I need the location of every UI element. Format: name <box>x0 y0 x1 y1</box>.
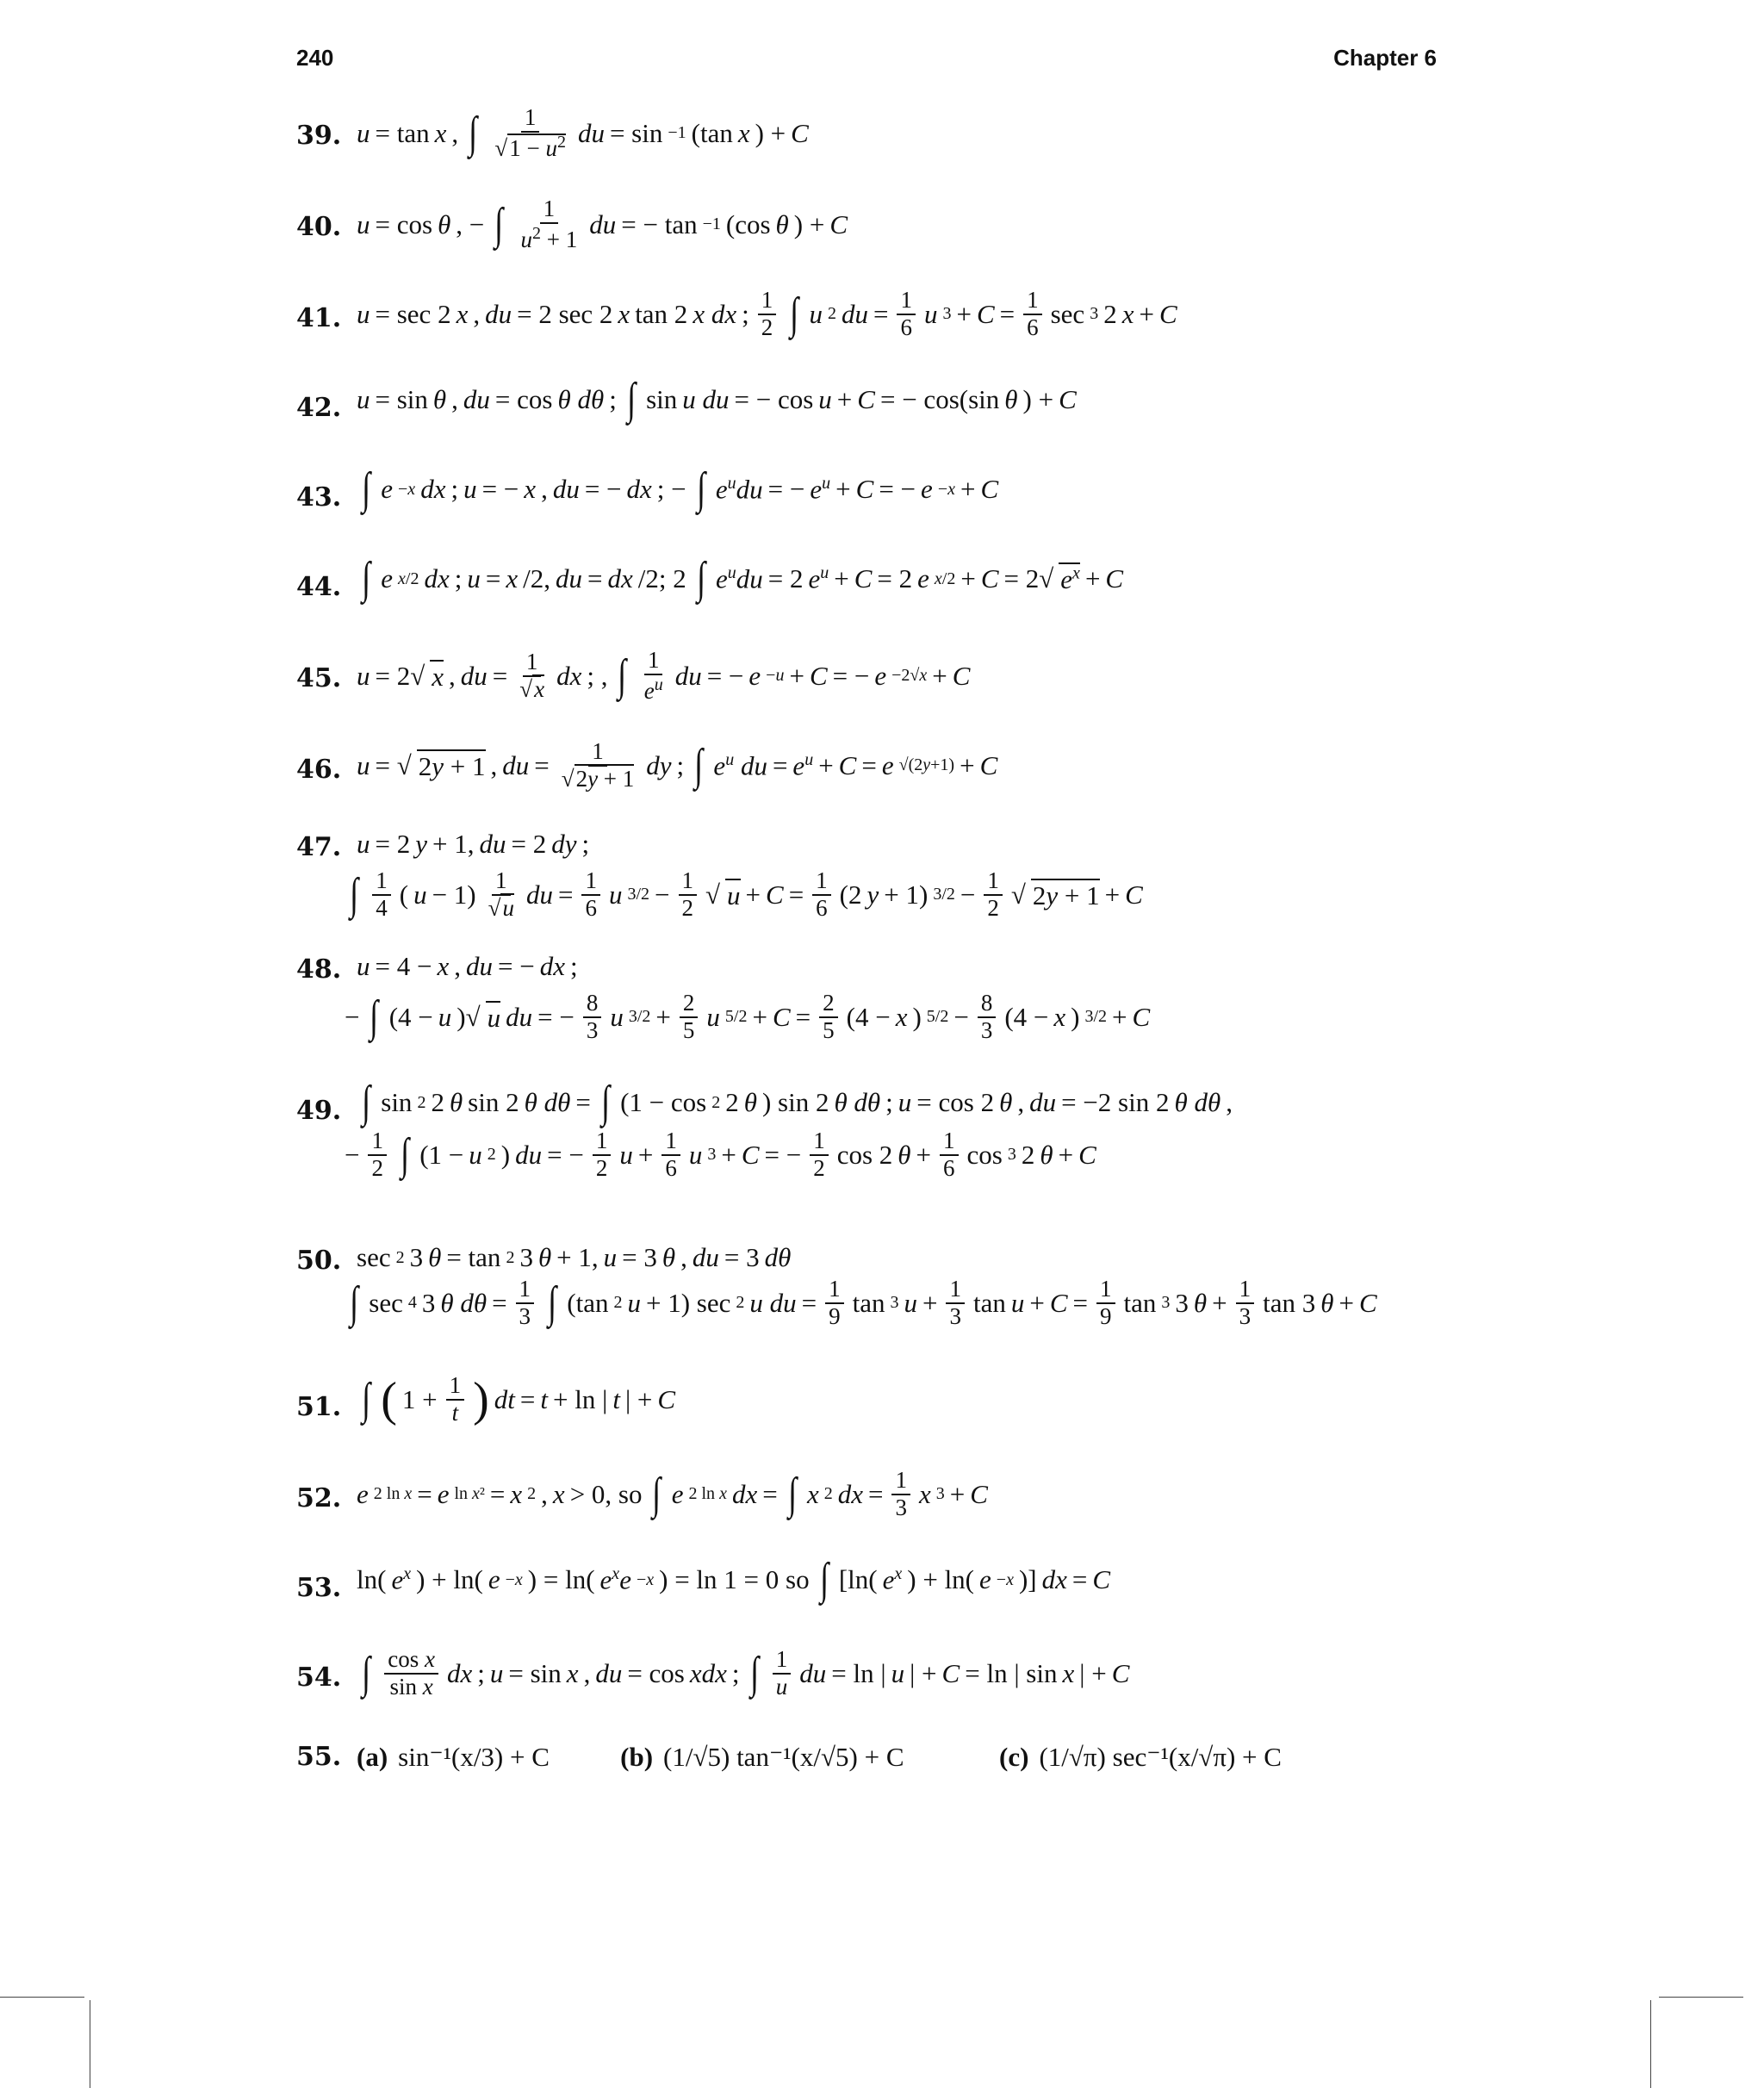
problem-number: 41. <box>296 303 342 333</box>
part-a-label: (a) <box>357 1742 388 1772</box>
problem-content: u = √ 2y + 1 , du = $\frac{1}{√2y + 1}$ dy ; ∫ $e^u$ du = $e^u$ + C = e √(2y+1) + C <box>357 738 998 792</box>
page-number: 240 <box>296 45 334 71</box>
problem-content: ∫ $\frac{\text{cos x}}{\text{sin x}}$ dx ; u = sin x , du = cos xdx ; ∫ $\frac{1}{u}$ du = ln | u | + C = ln | sin x | + C <box>362 1646 1130 1700</box>
problem-number: 54. <box>296 1662 342 1693</box>
problem-content: e 2 ln x = e ln x² = x 2 , x > 0, so ∫ e 2 ln x dx = ∫ x 2 dx = $\frac{1}{3}$ x 3 + C <box>357 1467 988 1520</box>
problem-content: sec 2 3 θ = tan 2 3 θ + 1, u = 3 θ , du = 3 dθ ∫ sec 4 3 θ dθ = $\frac{1}{3}$ ∫ (tan 2 u + 1) sec 2 u du = $\frac{1}{9}$ tan 3 u + $\frac{1}{3}$ tan u + C = $\frac{1}{9}$ tan 3 3 θ + $\frac{1}{3}$ tan 3 θ + C <box>350 1242 1377 1329</box>
problem-number: 55. <box>296 1742 342 1772</box>
problem-content: u = tan x , ∫ $\frac{1}{√1 - u^2}$ du = sin −1 (tan x ) + C <box>357 104 809 161</box>
problem-number: 39. <box>296 121 342 151</box>
problem-content: ln( $e^x$ ) + ln( e −x ) = ln( $e^xe$ −x ) = ln 1 = 0 so ∫ [ln( $e^x$ ) + ln( e −x )] dx = C <box>357 1555 1111 1604</box>
problem-content: u = sin θ , du = cos θ dθ ; ∫ sin u du = − cos u + C = − cos(sin θ ) + C <box>357 375 1077 424</box>
part-b-answer: (1/√5) tan⁻¹(x/√5) + C <box>663 1742 904 1772</box>
chapter-title: Chapter 6 <box>1333 45 1437 71</box>
part-b-label: (b) <box>620 1742 654 1772</box>
crop-mark <box>0 1997 84 1998</box>
problem-content: u = 2 y + 1, du = 2 dy ; ∫ $\frac{1}{4}$ ( u − 1) $\frac{1}{√u}$ du = $\frac{1}{6}$ u 3/2 − $\frac{1}{2}$ √ u + C = $\frac{1}{6}$ (2 y + 1) 3/2 − $\frac{1}{2}$ √ 2y + 1 + C <box>350 829 1143 921</box>
problem-number: 51. <box>296 1392 342 1422</box>
part-a-answer: sin⁻¹(x/3) + C <box>398 1742 550 1772</box>
part-c-label: (c) <box>999 1742 1029 1772</box>
problem-content: u = 4 − x , du = − dx ; − ∫ (4 − u )√ u du = − $\frac{8}{3}$ u 3/2 + $\frac{2}{5}$ u 5/2 + C = $\frac{2}{5}$ (4 − x ) 5/2 − $\frac{8}{3}$ (4 − x ) 3/2 + C <box>345 951 1151 1043</box>
problem-number: 42. <box>296 393 342 423</box>
problem-number: 45. <box>296 663 342 693</box>
problem-content: ∫ e −x dx ; u = − x , du = − dx ; − ∫ $e^udu$ = − $e^u$ + C = − e −x + C <box>362 464 999 513</box>
problem-number: 52. <box>296 1483 342 1513</box>
problem-number: 47. <box>296 832 342 862</box>
part-c-answer: (1/√π) sec⁻¹(x/√π) + C <box>1039 1742 1282 1772</box>
problem-number: 43. <box>296 482 342 513</box>
problem-number: 50. <box>296 1246 342 1276</box>
problem-number: 49. <box>296 1096 342 1126</box>
problem-number: 46. <box>296 755 342 785</box>
problem-content <box>357 1742 1282 1773</box>
problem-content: ∫ e x/2 dx ; u = x /2, du = dx /2; 2 ∫ $e^udu$ = 2 $e^u$ + C = 2 e x/2 + C = 2√ $e^x$ + C <box>362 554 1124 603</box>
problem-number: 44. <box>296 572 342 602</box>
problem-content: u = 2√ x , du = $\frac{1}{√x}$ dx ; , ∫ $\frac{1}{e^u}$ du = − e −u + C = − e −2√x + C <box>357 647 971 704</box>
problem-content: u = cos θ , − ∫ $\frac{1}{u^2 + 1}$ du = − tan −1 (cos θ ) + C <box>357 196 848 252</box>
crop-mark <box>1650 2000 1651 2088</box>
problem-content: ∫ ( 1 + $\frac{1}{t}$ ) dt = t + ln | t | + C <box>362 1372 676 1426</box>
problem-number: 40. <box>296 212 342 242</box>
problem-content: u = sec 2 x , du = 2 sec 2 x tan 2 x dx ; $\frac{1}{2}$ ∫ u 2 du = $\frac{1}{6}$ u 3 + C = $\frac{1}{6}$ sec 3 2 x + C <box>357 287 1177 340</box>
problem-content: ∫ sin 2 2 θ sin 2 θ dθ = ∫ (1 − cos 2 2 θ ) sin 2 θ dθ ; u = cos 2 θ , du = −2 sin 2 θ dθ , − $\frac{1}{2}$ ∫ (1 − u 2 ) du = − $\frac{1}{2}$ u + $\frac{1}{6}$ u 3 + C = − $\frac{1}{2}$ cos 2 θ + $\frac{1}{6}$ cos 3 2 θ + C <box>345 1078 1233 1181</box>
crop-mark <box>1659 1997 1743 1998</box>
problem-number: 48. <box>296 954 342 985</box>
problem-number: 53. <box>296 1573 342 1603</box>
